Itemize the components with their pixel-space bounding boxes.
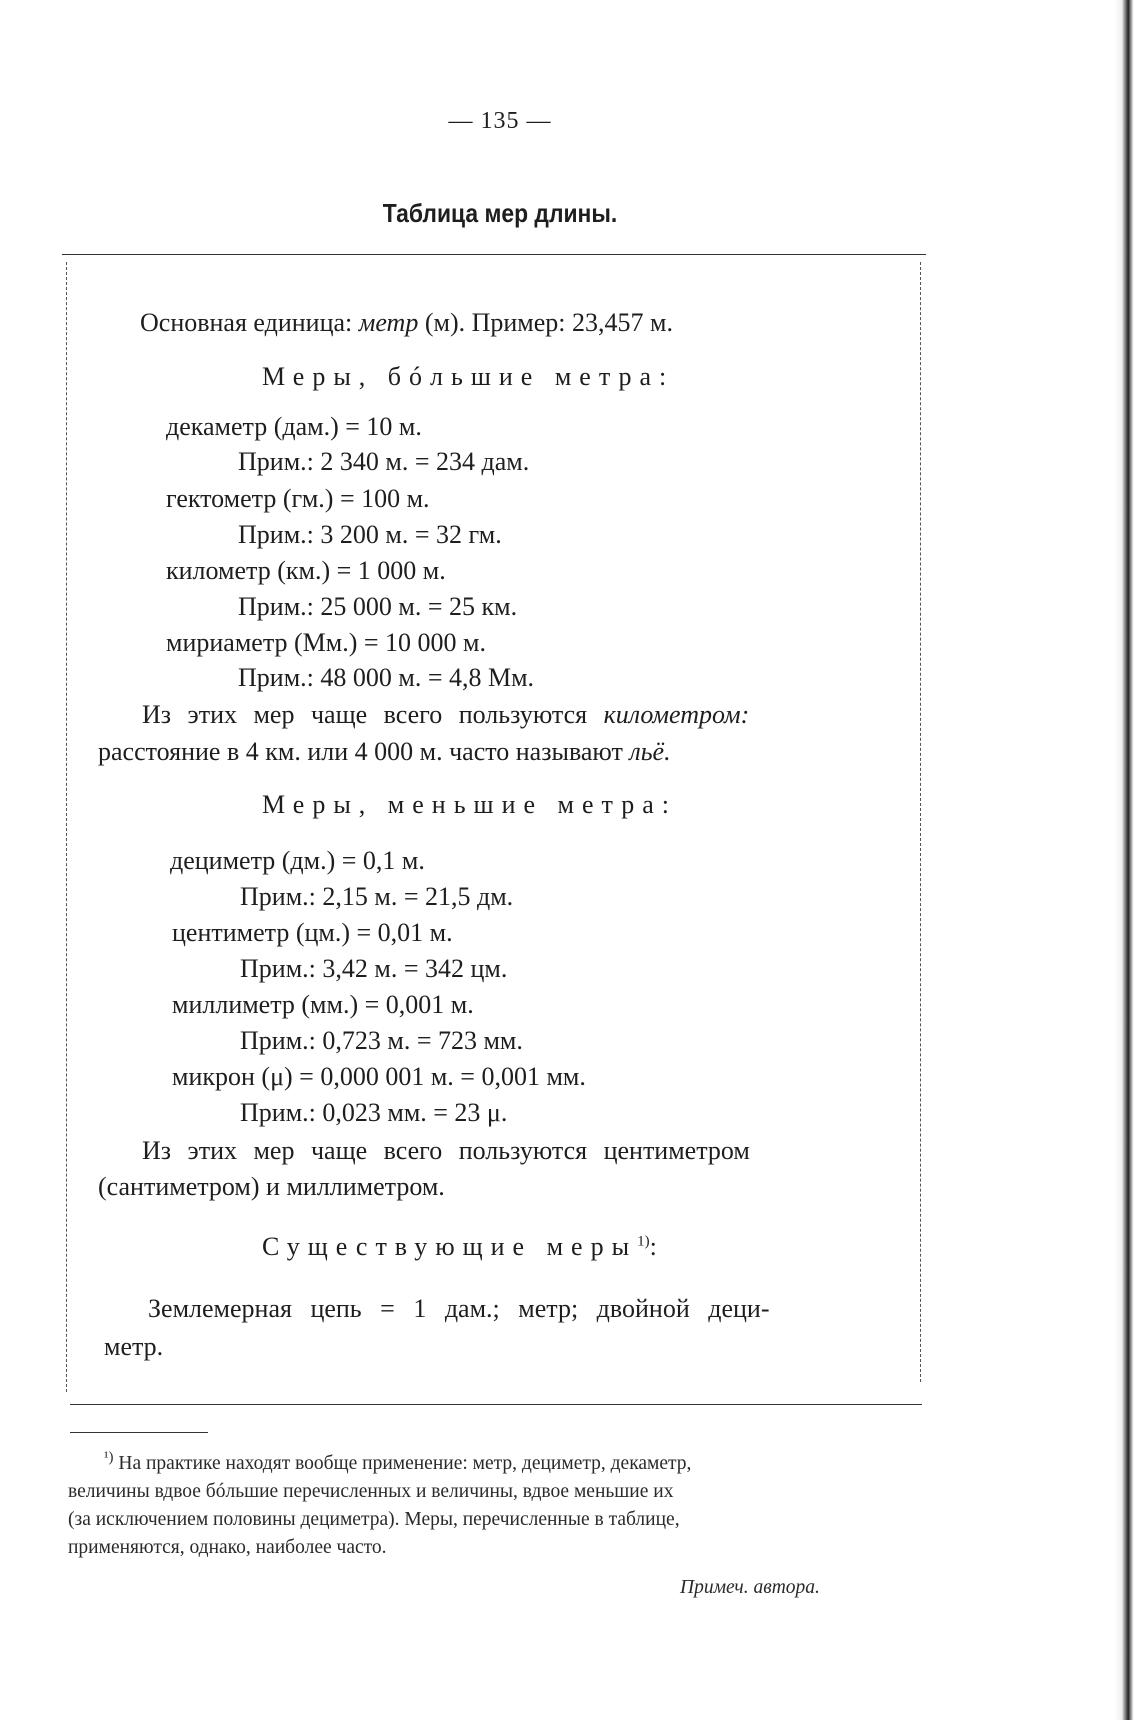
smaller-example: Прим.: 0,723 м. = 723 мм. (240, 1026, 523, 1055)
larger-line: декаметр (дам.) = 10 м. (166, 412, 422, 441)
page-title: Таблица мер длины. (382, 198, 618, 228)
footnote-line: применяются, однако, наиболее часто. (68, 1537, 387, 1558)
existing-heading (262, 1232, 657, 1262)
footnote-line: величины вдвое бóльшие перечисленных и величины, вдвое меньшие их (68, 1481, 674, 1502)
footnote-reference: 1) (637, 1233, 650, 1250)
smaller-note: Из этих мер чаще всего пользуются центиметром (142, 1136, 750, 1165)
intro-line (140, 308, 673, 338)
intro-unit: метр (358, 308, 419, 337)
larger-note (98, 737, 671, 767)
smaller-line: дециметр (дм.) = 0,1 м. (170, 846, 425, 875)
footnote-line: (за исключением половины дециметра). Меры, перечисленные в таблице, (68, 1509, 680, 1530)
smaller-example: Прим.: 3,42 м. = 342 цм. (240, 954, 508, 983)
larger-line: километр (км.) = 1 000 м. (166, 556, 446, 585)
table-bottom-border (70, 1404, 922, 1405)
footnote-text: На практике находят вообще применение: метр, дециметр, декаметр, (113, 1453, 692, 1474)
smaller-heading: Меры, меньшие метра: (262, 790, 677, 819)
larger-note-text: расстояние в 4 км. или 4 000 м. часто называют (98, 737, 630, 766)
larger-note-emphasis: льё. (629, 737, 671, 766)
footnote-separator (70, 1432, 208, 1433)
larger-example: Прим.: 25 000 м. = 25 км. (238, 592, 518, 621)
page-number: — 135 — (448, 108, 552, 134)
larger-note-text: Из этих мер чаще всего пользуются (142, 700, 604, 729)
table-left-border (66, 262, 67, 1392)
intro-prefix: Основная единица: (140, 308, 359, 337)
existing-heading-text: Существующие меры (262, 1232, 638, 1261)
larger-heading: Меры, бóльшие метра: (262, 362, 675, 391)
footnote-signature: Примеч. автора. (680, 1577, 820, 1598)
existing-heading-colon: : (649, 1232, 657, 1261)
larger-example: Прим.: 3 200 м. = 32 гм. (238, 520, 502, 549)
larger-example: Прим.: 2 340 м. = 234 дам. (238, 447, 530, 476)
larger-line: мириаметр (Мм.) = 10 000 м. (166, 628, 486, 657)
smaller-line: микрон (μ) = 0,000 001 м. = 0,001 мм. (172, 1062, 586, 1091)
smaller-note: (сантиметром) и миллиметром. (98, 1172, 445, 1201)
smaller-line: центиметр (цм.) = 0,01 м. (172, 918, 453, 947)
smaller-line: миллиметр (мм.) = 0,001 м. (172, 990, 474, 1019)
page-edge-shadow (1114, 0, 1140, 1720)
table-right-border (920, 262, 921, 1382)
larger-example: Прим.: 48 000 м. = 4,8 Мм. (238, 663, 535, 692)
intro-suffix: (м). Пример: 23,457 м. (418, 308, 673, 337)
existing-line: Землемерная цепь = 1 дам.; метр; двойной деци- (148, 1294, 770, 1323)
larger-line: гектометр (гм.) = 100 м. (166, 484, 430, 513)
footnote-line (104, 1450, 691, 1478)
footnote-marker: ¹) (104, 1449, 114, 1466)
smaller-example: Прим.: 0,023 мм. = 23 μ. (240, 1098, 508, 1127)
existing-line: метр. (104, 1332, 164, 1361)
larger-note (142, 700, 749, 730)
smaller-example: Прим.: 2,15 м. = 21,5 дм. (240, 882, 514, 911)
table-top-border (62, 254, 926, 255)
larger-note-emphasis: километром: (603, 700, 750, 729)
